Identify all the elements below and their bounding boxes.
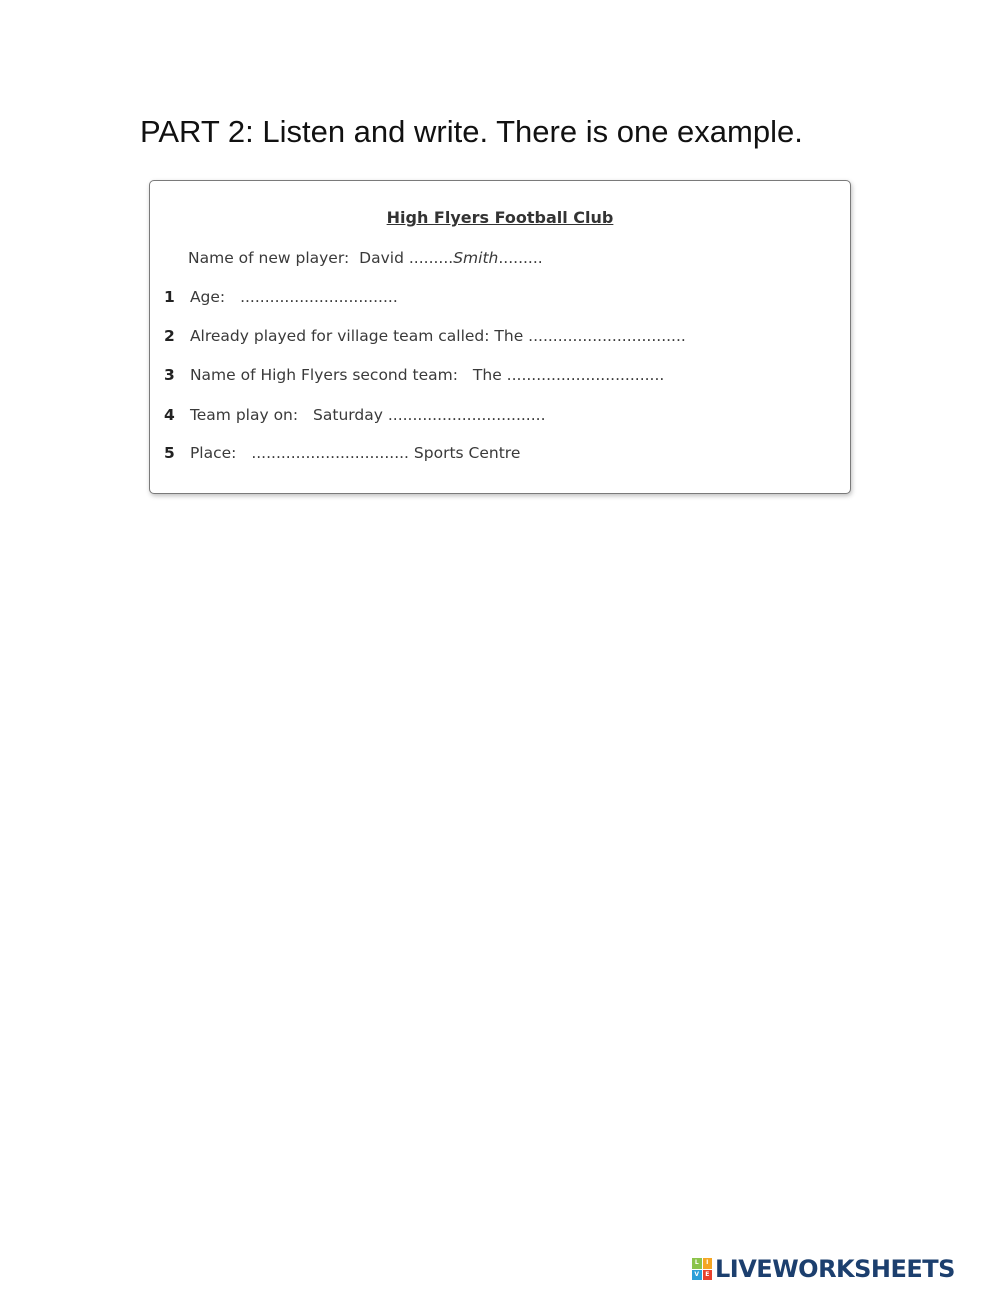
answer-blank-4[interactable]: ................................ <box>387 406 546 424</box>
answer-blank-5[interactable]: ................................ <box>251 444 409 462</box>
example-dots-after: ......... <box>498 249 543 267</box>
question-row-2 <box>164 327 686 345</box>
question-row-4 <box>164 406 546 424</box>
question-row-3 <box>164 366 664 384</box>
instruction-heading: PART 2: Listen and write. There is one example. <box>140 114 803 149</box>
question-row-5 <box>164 444 520 462</box>
form-card <box>149 180 851 494</box>
example-answer: Smith <box>453 249 499 267</box>
question-row-1 <box>164 288 398 306</box>
example-dots-before: ......... <box>408 249 454 267</box>
form-title: High Flyers Football Club <box>386 208 614 227</box>
question-label: Team play on: <box>189 406 299 424</box>
logo-mark-i: I <box>703 1258 713 1269</box>
question-label: Already played for village team called: The <box>189 327 524 345</box>
question-prefix: The <box>472 366 502 384</box>
answer-blank-1[interactable]: ................................ <box>240 288 398 306</box>
answer-blank-2[interactable]: ................................ <box>528 327 686 345</box>
example-row <box>188 249 543 267</box>
example-prefix: David <box>359 249 404 267</box>
question-number: 4 <box>164 406 175 424</box>
logo-mark-v: V <box>692 1270 702 1281</box>
question-suffix: Sports Centre <box>413 444 521 462</box>
question-prefix: Saturday <box>313 406 383 424</box>
liveworksheets-logo <box>692 1255 955 1283</box>
logo-wordmark: LIVEWORKSHEETS <box>715 1255 955 1283</box>
answer-blank-3[interactable]: ................................ <box>506 366 665 384</box>
question-number: 1 <box>164 288 175 306</box>
question-label: Name of High Flyers second team: <box>189 366 458 384</box>
logo-mark-l: L <box>692 1258 702 1269</box>
logo-mark-e: E <box>703 1270 713 1281</box>
question-label: Age: <box>189 288 226 306</box>
example-label: Name of new player: <box>188 249 350 267</box>
question-number: 3 <box>164 366 175 384</box>
question-label: Place: <box>189 444 237 462</box>
question-number: 5 <box>164 444 175 462</box>
question-number: 2 <box>164 327 175 345</box>
liveworksheets-logo-icon <box>692 1258 712 1280</box>
